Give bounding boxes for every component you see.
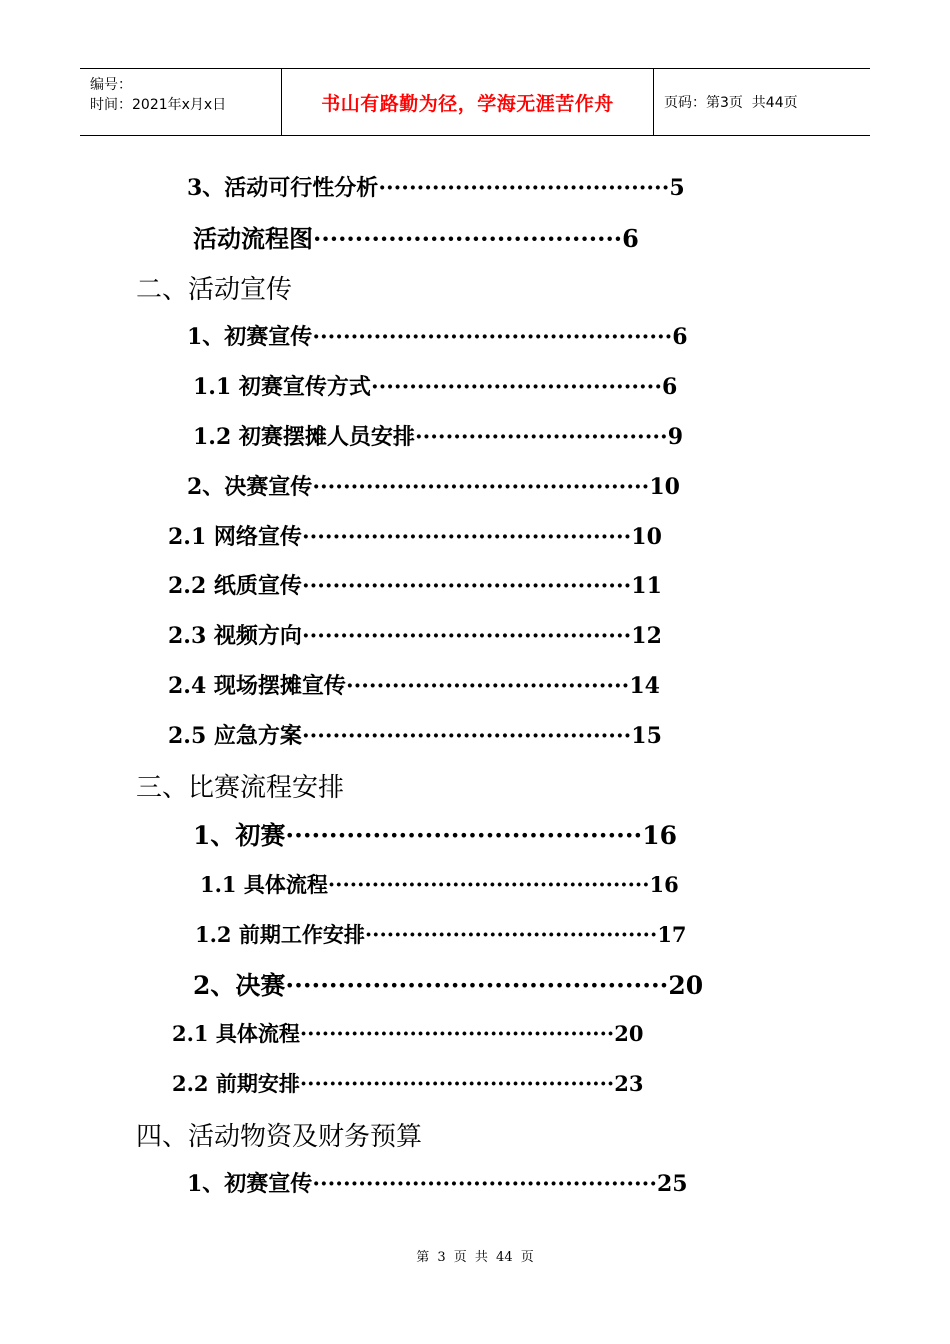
toc-entry-title: 2.2 纸质宣传 <box>168 573 302 599</box>
header-meta <box>80 69 282 135</box>
toc-entry-leader: ··········································· <box>299 1071 615 1096</box>
toc-entry-title: 1.1 初赛宣传方式 <box>193 374 371 400</box>
toc-entry-leader: ············································ <box>327 872 650 897</box>
toc-entry[interactable] <box>168 520 662 551</box>
toc-entry-page: 6 <box>672 324 688 350</box>
toc-entry-title: 2.5 应急方案 <box>168 723 302 749</box>
toc-entry-title: 2.4 现场摆摊宣传 <box>168 673 346 699</box>
toc-entry-title: 三、比赛流程安排 <box>136 773 345 803</box>
toc-entry-leader: ··········································· <box>301 524 632 550</box>
toc-entry[interactable] <box>187 1167 688 1198</box>
toc-section-heading[interactable] <box>136 767 344 804</box>
toc-entry-leader: ············································ <box>285 971 669 1000</box>
toc-entry-title: 活动流程图 <box>193 224 313 253</box>
toc-entry-leader: ····································· <box>345 673 630 699</box>
toc-entry-page: 5 <box>669 175 685 201</box>
toc-entry[interactable] <box>193 370 677 401</box>
toc-entry-page: 10 <box>631 524 662 550</box>
toc-entry-title: 2、决赛宣传 <box>187 474 313 500</box>
toc-entry-title: 1、初赛 <box>193 821 286 850</box>
toc-entry-title: 2.1 具体流程 <box>172 1021 300 1046</box>
toc-entry-title: 1.1 具体流程 <box>200 872 328 897</box>
toc-entry-page: 23 <box>614 1071 644 1096</box>
toc-entry-page: 14 <box>629 673 660 699</box>
toc-entry[interactable] <box>187 470 680 501</box>
toc-entry[interactable] <box>193 966 703 1002</box>
toc-entry-title: 1、初赛宣传 <box>187 1171 313 1197</box>
header-motto: 书山有路勤为径，学海无涯苦作舟 <box>282 69 654 135</box>
toc-entry-title: 2.1 网络宣传 <box>168 524 302 550</box>
toc-entry-page: 6 <box>662 374 678 400</box>
toc-entry-leader: ············································· <box>312 1171 657 1197</box>
toc-entry-page: 15 <box>631 723 662 749</box>
toc-entry-leader: ··············································· <box>312 324 673 350</box>
page-footer: 第 3 页 共 44 页 <box>416 1250 534 1265</box>
toc-entry-page: 9 <box>667 424 684 450</box>
toc-entry[interactable] <box>187 320 688 351</box>
toc-entry[interactable] <box>193 219 639 254</box>
document-time-label: 时间：2021年x月x日 <box>90 97 227 113</box>
toc-entry-page: 12 <box>631 623 662 649</box>
toc-entry-page: 11 <box>631 573 662 599</box>
toc-entry[interactable] <box>168 619 662 650</box>
toc-entry-leader: ········································· <box>285 821 643 850</box>
toc-entry[interactable] <box>168 719 662 750</box>
toc-entry-page: 20 <box>614 1021 644 1046</box>
toc-entry-page: 16 <box>642 821 678 850</box>
page-header <box>80 68 870 136</box>
toc-section-heading[interactable] <box>136 1116 422 1153</box>
document-number-label: 编号： <box>90 77 132 93</box>
toc-entry-leader: ··········································· <box>299 1021 615 1046</box>
toc-entry-page: 16 <box>649 872 679 897</box>
toc-entry-title: 3、活动可行性分析 <box>187 175 379 201</box>
toc-entry-page: 25 <box>656 1171 688 1197</box>
toc-entry[interactable] <box>200 869 679 899</box>
toc-entry-title: 2、决赛 <box>193 971 286 1000</box>
toc-entry[interactable] <box>187 171 685 202</box>
toc-entry-title: 四、活动物资及财务预算 <box>136 1122 423 1152</box>
toc-entry-page: 6 <box>622 224 639 253</box>
toc-entry[interactable] <box>172 1068 643 1098</box>
toc-entry-leader: ············································ <box>312 474 650 500</box>
toc-entry-leader: ································· <box>414 424 668 450</box>
toc-entry-leader: ········································ <box>364 922 658 947</box>
toc-entry-leader: ··········································· <box>301 573 632 599</box>
toc-entry-leader: ··········································· <box>301 723 632 749</box>
toc-entry-leader: ······································ <box>370 374 662 400</box>
toc-entry[interactable] <box>168 669 660 700</box>
toc-section-heading[interactable] <box>136 269 292 306</box>
toc-entry[interactable] <box>168 569 662 600</box>
toc-entry-leader: ······································ <box>378 175 670 201</box>
toc-entry-leader: ··········································· <box>301 623 632 649</box>
toc-entry-title: 1.2 前期工作安排 <box>195 922 365 947</box>
toc-entry-page: 20 <box>668 971 704 1000</box>
toc-entry-title: 2.3 视频方向 <box>168 623 302 649</box>
toc-entry-title: 2.2 前期安排 <box>172 1071 300 1096</box>
toc-entry[interactable] <box>193 420 683 451</box>
toc-entry-page: 17 <box>657 922 687 947</box>
toc-entry-leader: ····································· <box>313 224 623 253</box>
toc-entry[interactable] <box>172 1018 643 1048</box>
header-page-info: 页码：第3页 共44页 <box>664 95 798 111</box>
toc-entry[interactable] <box>195 919 687 949</box>
toc-entry-page: 10 <box>649 474 680 500</box>
toc-entry-title: 1.2 初赛摆摊人员安排 <box>193 424 415 450</box>
toc-entry-title: 1、初赛宣传 <box>187 324 313 350</box>
toc-entry-title: 二、活动宣传 <box>136 275 293 305</box>
toc-entry[interactable] <box>193 816 677 852</box>
